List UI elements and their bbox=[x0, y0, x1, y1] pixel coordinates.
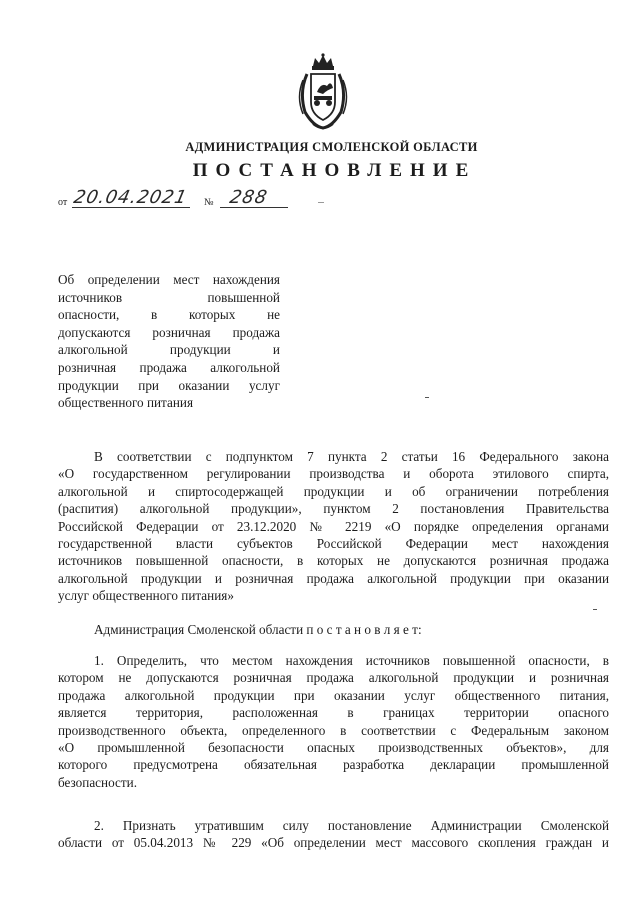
paragraph-line: (распития) алкогольной продукции», пунктом 2 постановления Правительства bbox=[58, 501, 609, 517]
date-handwritten: 20.04.2021 bbox=[71, 187, 190, 208]
subject-line: опасности, в которых не bbox=[58, 307, 280, 323]
number-label: № bbox=[204, 197, 214, 208]
scan-speck bbox=[425, 397, 429, 398]
subject-line: Об определении мест нахождения bbox=[58, 272, 280, 287]
item-2-paragraph bbox=[58, 817, 609, 852]
subject-line: допускаются розничная продажа bbox=[58, 324, 280, 340]
paragraph-line: продажа алкогольной продукции при оказании услуг общественного питания, bbox=[58, 687, 609, 703]
paragraph-line: государственной власти субъектов Российской Федерации мест нахождения bbox=[58, 536, 609, 552]
paragraph-line: 1. Определить, что местом нахождения источников повышенной опасности, в bbox=[94, 653, 609, 668]
paragraph-line: услуг общественного питания» bbox=[58, 588, 234, 604]
date-number-row bbox=[58, 188, 308, 210]
paragraph-line: безопасности. bbox=[58, 774, 137, 790]
paragraph-line: Российской Федерации от 23.12.2020 № 2219 «О порядке определения органами bbox=[58, 518, 609, 534]
scan-speck bbox=[318, 202, 324, 203]
preamble-paragraph bbox=[58, 448, 609, 605]
subject-line: розничная продажа алкогольной bbox=[58, 359, 280, 375]
paragraph-line: котором не допускаются розничная продажа алкогольной продукции и розничная bbox=[58, 670, 609, 686]
paragraph-line: алкогольной и спиртосодержащей продукции и об ограничении потребления bbox=[58, 483, 609, 499]
resolves-paragraph bbox=[58, 621, 609, 638]
document-subject bbox=[58, 271, 280, 412]
subject-line: алкогольной продукции и bbox=[58, 342, 280, 358]
item-1-paragraph bbox=[58, 652, 609, 791]
scan-speck bbox=[593, 609, 597, 610]
paragraph-line: «О государственном регулировании производства и оборота этилового спирта, bbox=[58, 466, 609, 482]
paragraph-line: алкогольной продукции и розничная продажа алкогольной продукции при оказании bbox=[58, 570, 609, 586]
subject-line: общественного питания bbox=[58, 395, 194, 411]
resolves-line: Администрация Смоленской области п о с т а н о в л я е т: bbox=[94, 622, 422, 637]
paragraph-line: источников повышенной опасности, в которых не допускаются розничная продажа bbox=[58, 553, 609, 569]
paragraph-line: области от 05.04.2013 № 229 «Об определении мест массового скопления граждан и bbox=[58, 835, 609, 851]
document-type-title: ПОСТАНОВЛЕНИЕ bbox=[192, 160, 477, 181]
paragraph-line: «О промышленной безопасности опасных производственных объектов», для bbox=[58, 740, 609, 756]
subject-line: источников повышенной bbox=[58, 289, 280, 305]
paragraph-line: которого предусмотрена обязательная разработка декларации промышленной bbox=[58, 757, 609, 773]
date-label: от bbox=[58, 197, 68, 208]
number-handwritten: 288 bbox=[227, 187, 270, 208]
subject-line: продукции при оказании услуг bbox=[58, 377, 280, 393]
organization-name: АДМИНИСТРАЦИЯ СМОЛЕНСКОЙ ОБЛАСТИ bbox=[185, 140, 478, 154]
paragraph-line: В соответствии с подпунктом 7 пункта 2 статьи 16 Федерального закона bbox=[94, 449, 609, 464]
paragraph-line: производственного объекта, определенного в соответствии с Федеральным законом bbox=[58, 722, 609, 738]
coat-of-arms-emblem bbox=[293, 52, 353, 132]
paragraph-line: является территория, расположенная в границах территории опасного bbox=[58, 705, 609, 721]
paragraph-line: 2. Признать утратившим силу постановление Администрации Смоленской bbox=[94, 818, 609, 833]
